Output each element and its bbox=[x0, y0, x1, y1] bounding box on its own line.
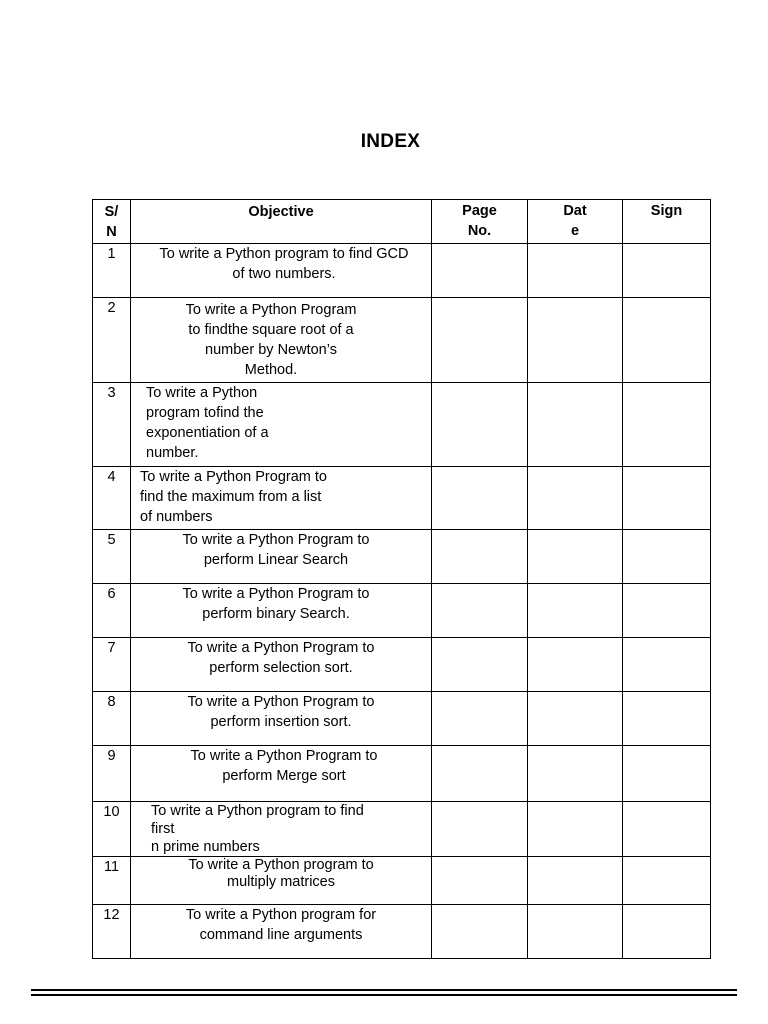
cell-objective: To write a Python program to find GCD of two numbers. bbox=[131, 244, 432, 298]
cell-date bbox=[528, 383, 623, 467]
cell-page-no bbox=[432, 298, 528, 383]
cell-page-no bbox=[432, 638, 528, 692]
cell-objective: To write a Python Program to perform Linear Search bbox=[131, 530, 432, 584]
cell-sn: 4 bbox=[93, 467, 131, 530]
cell-sign bbox=[623, 244, 711, 298]
cell-sign bbox=[623, 467, 711, 530]
cell-objective: To write a Python program for command line arguments bbox=[131, 905, 432, 959]
cell-sign bbox=[623, 584, 711, 638]
cell-objective: To write a Python Program to perform Merge sort bbox=[131, 746, 432, 802]
footer-rule-bottom bbox=[31, 994, 737, 996]
table-row bbox=[93, 905, 711, 959]
table-row bbox=[93, 467, 711, 530]
table-row bbox=[93, 857, 711, 905]
table-row bbox=[93, 802, 711, 857]
cell-sign bbox=[623, 638, 711, 692]
cell-date bbox=[528, 746, 623, 802]
cell-date bbox=[528, 298, 623, 383]
cell-objective: To write a Python Program to findthe square root of a number by Newton’s Method. bbox=[131, 298, 432, 383]
cell-sn: 10 bbox=[93, 802, 131, 857]
cell-page-no bbox=[432, 746, 528, 802]
cell-sn: 2 bbox=[93, 298, 131, 383]
table-row bbox=[93, 244, 711, 298]
cell-sign bbox=[623, 746, 711, 802]
cell-sn: 7 bbox=[93, 638, 131, 692]
cell-page-no bbox=[432, 802, 528, 857]
cell-date bbox=[528, 244, 623, 298]
cell-date bbox=[528, 905, 623, 959]
table-row bbox=[93, 298, 711, 383]
cell-sn: 6 bbox=[93, 584, 131, 638]
cell-sign bbox=[623, 298, 711, 383]
cell-sn: 5 bbox=[93, 530, 131, 584]
cell-objective: To write a Python Program to perform binary Search. bbox=[131, 584, 432, 638]
cell-objective: To write a Python Program to perform selection sort. bbox=[131, 638, 432, 692]
cell-page-no bbox=[432, 383, 528, 467]
page-title: INDEX bbox=[360, 131, 421, 152]
table-row bbox=[93, 383, 711, 467]
cell-page-no bbox=[432, 905, 528, 959]
index-table bbox=[92, 199, 711, 959]
cell-sn: 11 bbox=[93, 857, 131, 905]
cell-page-no bbox=[432, 584, 528, 638]
cell-sign bbox=[623, 383, 711, 467]
cell-page-no bbox=[432, 530, 528, 584]
table-row bbox=[93, 584, 711, 638]
cell-sn: 1 bbox=[93, 244, 131, 298]
cell-sign bbox=[623, 692, 711, 746]
header-page-no: Page No. bbox=[432, 200, 528, 244]
cell-objective: To write a Python Program to find the maximum from a list of numbers bbox=[131, 467, 432, 530]
cell-date bbox=[528, 802, 623, 857]
cell-sign bbox=[623, 905, 711, 959]
cell-date bbox=[528, 584, 623, 638]
header-sign: Sign bbox=[623, 200, 711, 244]
cell-objective: To write a Python program tofind the exponentiation of a number. bbox=[131, 383, 432, 467]
cell-date bbox=[528, 467, 623, 530]
footer-rule-top bbox=[31, 989, 737, 991]
cell-objective: To write a Python program to find first n prime numbers bbox=[131, 802, 432, 857]
cell-sn: 12 bbox=[93, 905, 131, 959]
cell-sign bbox=[623, 857, 711, 905]
header-date: Dat e bbox=[528, 200, 623, 244]
table-row bbox=[93, 692, 711, 746]
table-header-row bbox=[93, 200, 711, 244]
table-row bbox=[93, 746, 711, 802]
header-sn: S/ N bbox=[93, 200, 131, 244]
cell-page-no bbox=[432, 692, 528, 746]
cell-sign bbox=[623, 802, 711, 857]
cell-page-no bbox=[432, 857, 528, 905]
cell-page-no bbox=[432, 467, 528, 530]
cell-objective: To write a Python Program to perform insertion sort. bbox=[131, 692, 432, 746]
cell-objective: To write a Python program to multiply matrices bbox=[131, 857, 432, 905]
cell-sign bbox=[623, 530, 711, 584]
cell-date bbox=[528, 530, 623, 584]
table-row bbox=[93, 638, 711, 692]
cell-sn: 3 bbox=[93, 383, 131, 467]
header-objective: Objective bbox=[131, 200, 432, 244]
cell-date bbox=[528, 857, 623, 905]
table-row bbox=[93, 530, 711, 584]
cell-date bbox=[528, 638, 623, 692]
cell-page-no bbox=[432, 244, 528, 298]
cell-sn: 9 bbox=[93, 746, 131, 802]
cell-date bbox=[528, 692, 623, 746]
cell-sn: 8 bbox=[93, 692, 131, 746]
